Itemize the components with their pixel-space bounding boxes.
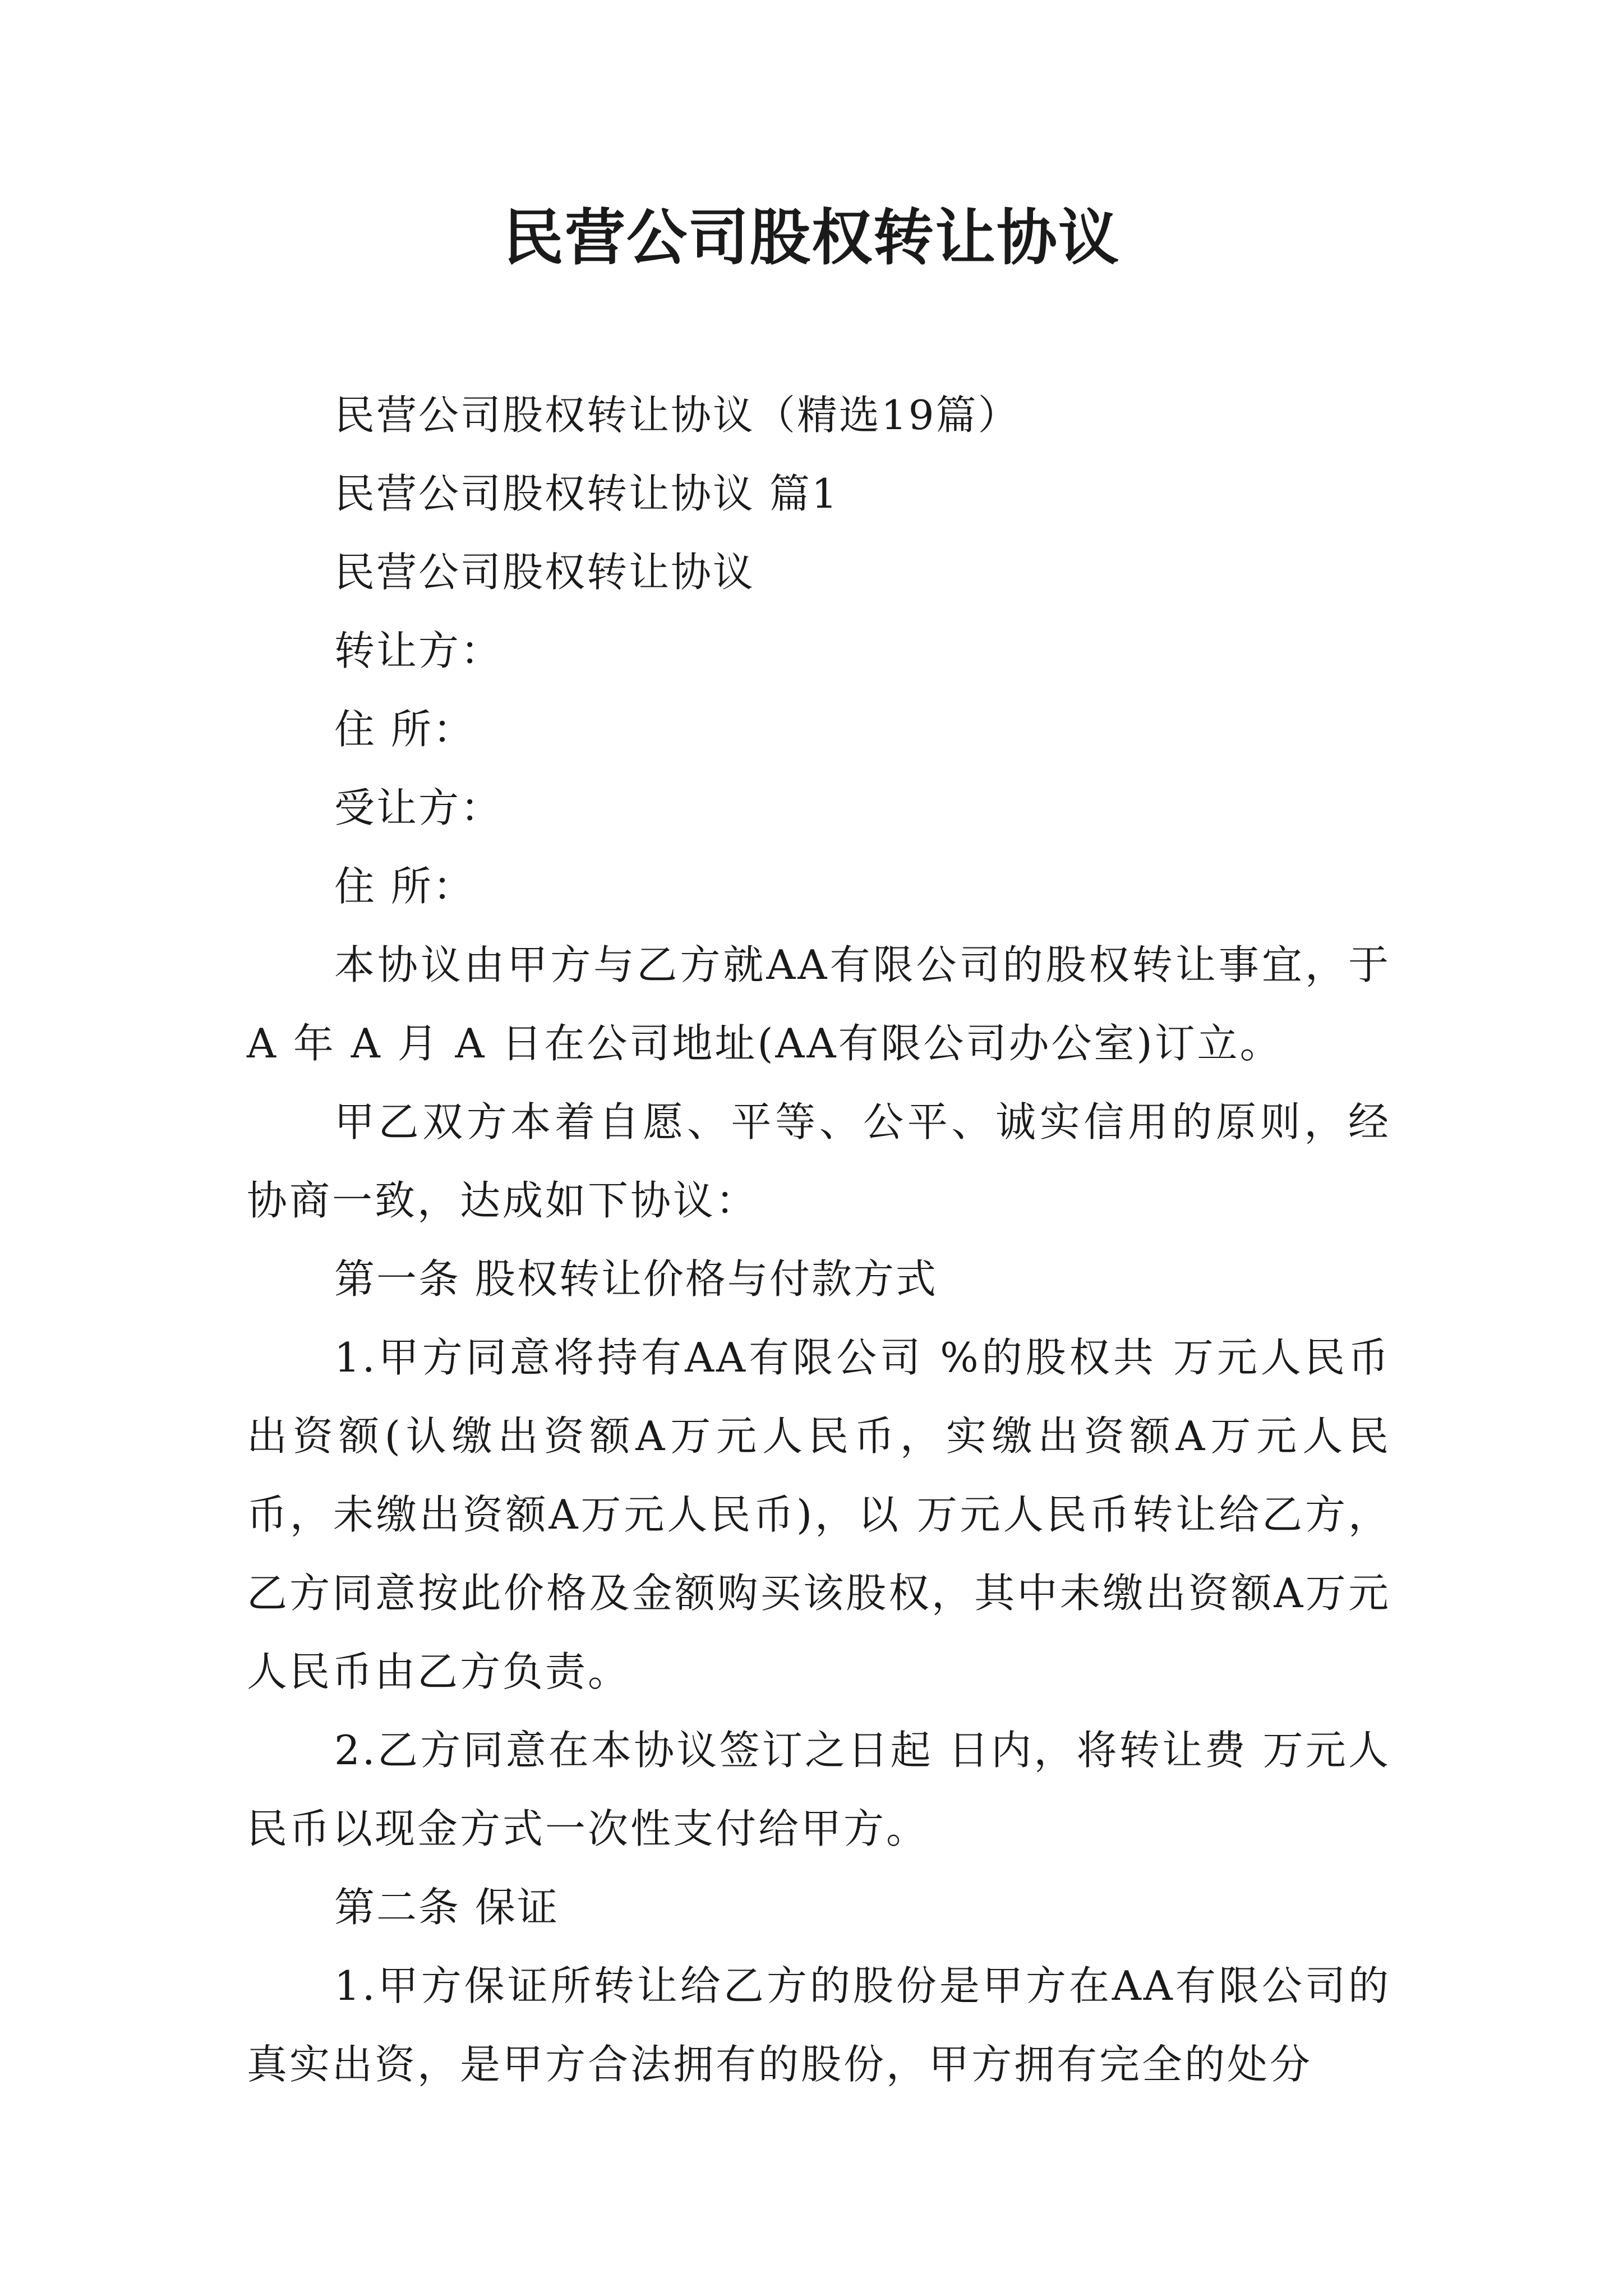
transferee-field: 受让方：: [334, 784, 503, 831]
transferor-field: 转让方：: [334, 627, 503, 674]
section-heading: 民营公司股权转让协议 篇1: [334, 470, 839, 517]
article-two-heading: 第二条 保证: [334, 1884, 559, 1931]
agreement-name: 民营公司股权转让协议: [334, 549, 755, 596]
article-two-clause-1: 1.甲方保证所转让给乙方的股份是甲方在AA有限公司的真实出资，是甲方合法拥有的股份，甲方拥有完全的处分: [247, 1962, 1391, 2088]
transferee-address-field: 住 所：: [334, 863, 475, 910]
article-one-heading: 第一条 股权转让价格与付款方式: [334, 1255, 938, 1303]
transferor-address-field: 住 所：: [334, 706, 475, 753]
subtitle-paragraph: 民营公司股权转让协议（精选19篇）: [334, 392, 1020, 439]
document-title: 民营公司股权转让协议: [502, 203, 1120, 273]
document-body: [247, 376, 1391, 2104]
article-one-clause-1: 1.甲方同意将持有AA有限公司 %的股权共 万元人民币出资额(认缴出资额A万元人民币，实缴出资额A万元人民币，未缴出资额A万元人民币)，以 万元人民币转让给乙方，乙方同意按此价格及金额购买该股权，其中未缴出资额A万元人民币由乙方负责。: [247, 1334, 1391, 1695]
preamble-paragraph: 本协议由甲方与乙方就AA有限公司的股权转让事宜，于 A 年 A 月 A 日在公司地址(AA有限公司办公室)订立。: [247, 941, 1391, 1067]
principle-paragraph: 甲乙双方本着自愿、平等、公平、诚实信用的原则，经协商一致，达成如下协议：: [247, 1098, 1391, 1224]
article-one-clause-2: 2.乙方同意在本协议签订之日起 日内，将转让费 万元人民币以现金方式一次性支付给甲方。: [247, 1727, 1391, 1852]
